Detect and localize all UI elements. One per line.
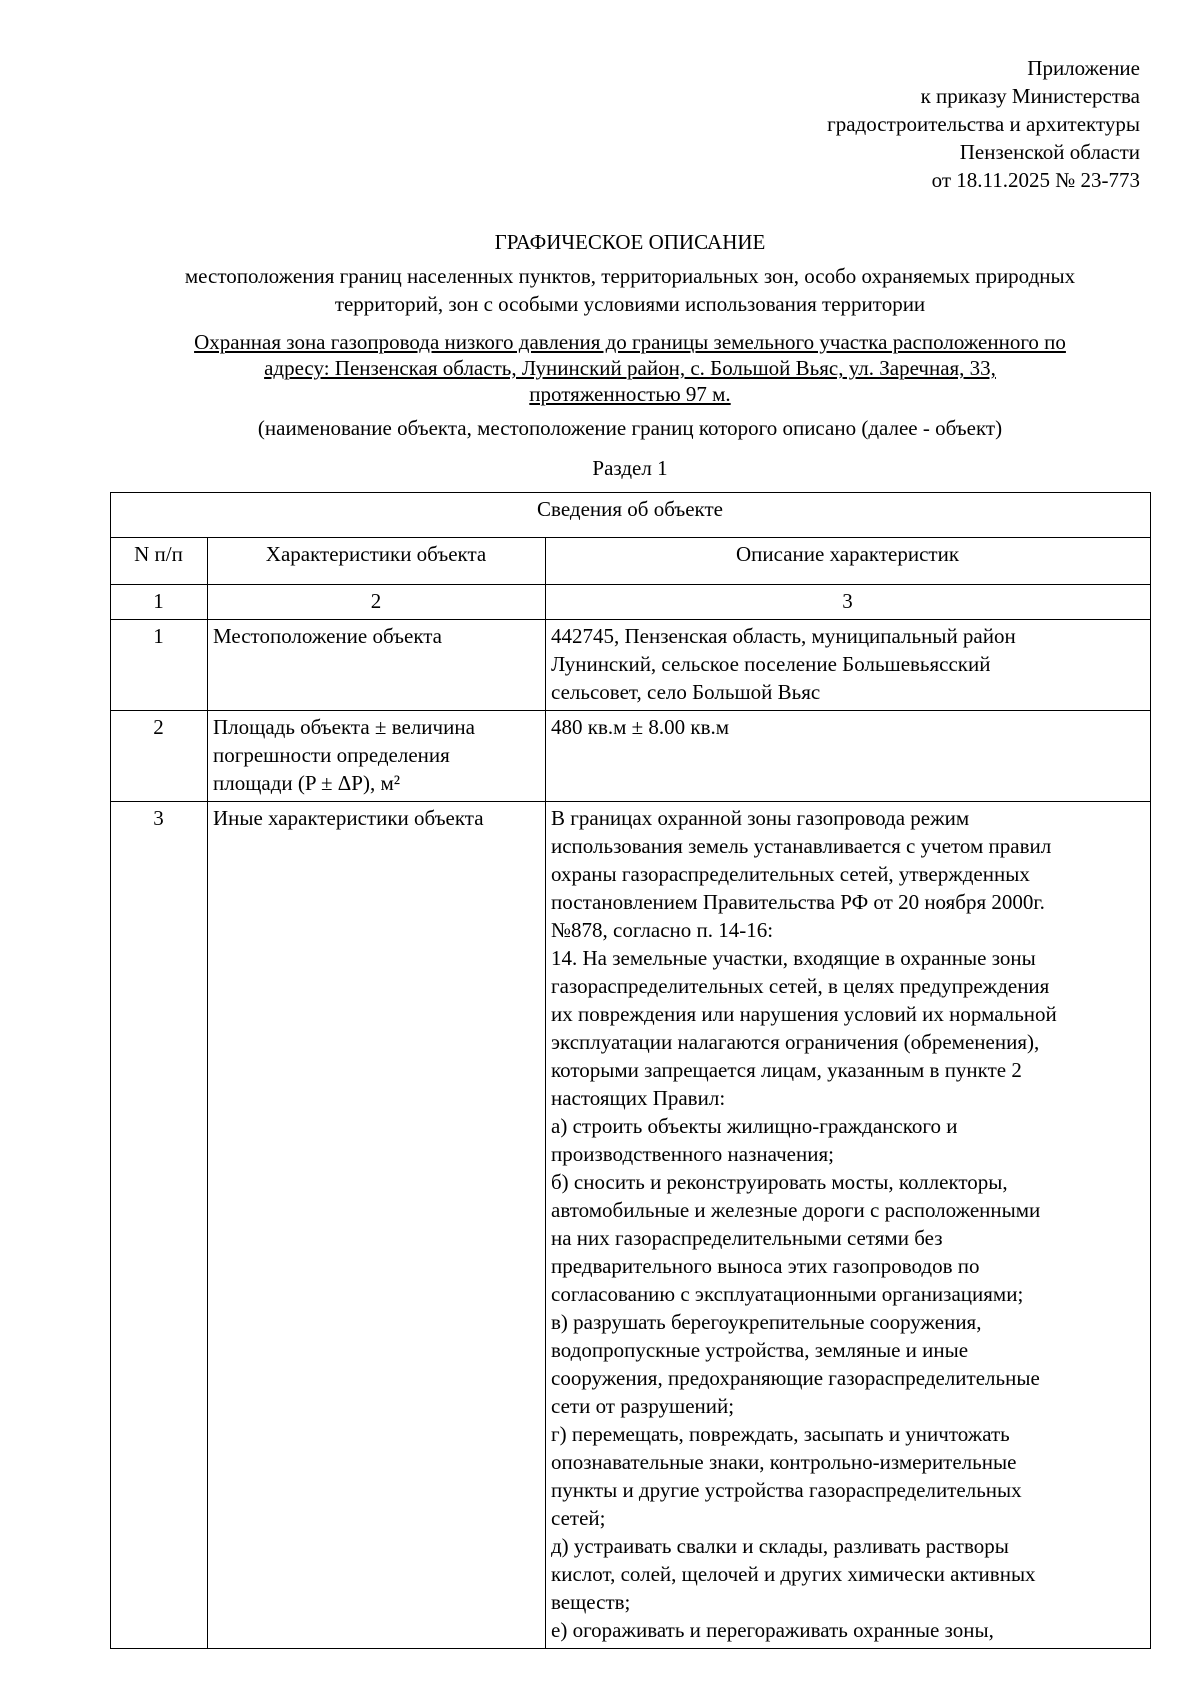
object-name-line: протяженностью 97 м. bbox=[529, 382, 731, 406]
annex-line: Пензенской области bbox=[959, 140, 1140, 164]
column-number: 3 bbox=[546, 585, 1151, 620]
object-name-line: адресу: Пензенская область, Лунинский район, с. Большой Вьяс, ул. Заречная, 33, bbox=[264, 356, 996, 380]
description-line: настоящих Правил: bbox=[551, 1086, 726, 1110]
description-line: сооружения, предохраняющие газораспределительные bbox=[551, 1366, 1040, 1390]
column-header-description: Описание характеристик bbox=[546, 538, 1151, 585]
table-row bbox=[111, 620, 1151, 711]
document-title: ГРАФИЧЕСКОЕ ОПИСАНИЕ bbox=[494, 230, 766, 254]
characteristic-line: площади (P ± ΔP), м² bbox=[213, 771, 401, 795]
table-row bbox=[111, 711, 1151, 802]
row-number: 1 bbox=[111, 620, 208, 711]
description-line: охраны газораспределительных сетей, утвержденных bbox=[551, 862, 1030, 886]
row-description bbox=[546, 711, 1151, 802]
description-line: опознавательные знаки, контрольно-измерительные bbox=[551, 1450, 1017, 1474]
description-line: г) перемещать, повреждать, засыпать и уничтожать bbox=[551, 1422, 1010, 1446]
description-line: в) разрушать берегоукрепительные сооружения, bbox=[551, 1310, 982, 1334]
row-number: 3 bbox=[111, 802, 208, 1649]
row-description bbox=[546, 802, 1151, 1649]
table-row bbox=[111, 802, 1151, 1649]
table-caption: Сведения об объекте bbox=[111, 493, 1151, 538]
description-line: пункты и другие устройства газораспределительных bbox=[551, 1478, 1022, 1502]
description-line: согласованию с эксплуатационными организациями; bbox=[551, 1282, 1024, 1306]
section-title: Раздел 1 bbox=[592, 456, 668, 480]
description-line: сети от разрушений; bbox=[551, 1394, 735, 1418]
characteristic-line: Площадь объекта ± величина bbox=[213, 715, 475, 739]
annex-order-number: от 18.11.2025 № 23-773 bbox=[931, 168, 1140, 192]
description-line: веществ; bbox=[551, 1590, 631, 1614]
column-number: 1 bbox=[111, 585, 208, 620]
description-line: сельсовет, село Большой Вьяс bbox=[551, 680, 821, 704]
row-description bbox=[546, 620, 1151, 711]
row-characteristic: Местоположение объекта bbox=[208, 620, 546, 711]
description-line: №878, согласно п. 14-16: bbox=[551, 918, 774, 942]
object-info-table bbox=[110, 492, 1151, 1649]
object-name-note: (наименование объекта, местоположение границ которого описано (далее - объект) bbox=[257, 416, 1003, 440]
subtitle-line: территорий, зон с особыми условиями использования территории bbox=[334, 292, 926, 316]
column-header-characteristic: Характеристики объекта bbox=[208, 538, 546, 585]
description-line: предварительного выноса этих газопроводов по bbox=[551, 1254, 980, 1278]
description-line: на них газораспределительными сетями без bbox=[551, 1226, 943, 1250]
description-line: б) сносить и реконструировать мосты, коллекторы, bbox=[551, 1170, 1008, 1194]
description-line: эксплуатации налагаются ограничения (обременения), bbox=[551, 1030, 1040, 1054]
subtitle-line: местоположения границ населенных пунктов, территориальных зон, особо охраняемых природных bbox=[184, 264, 1076, 288]
annex-line: Приложение bbox=[1027, 56, 1140, 80]
description-line: е) огораживать и перегораживать охранные зоны, bbox=[551, 1618, 994, 1642]
description-line: Лунинский, сельское поселение Большевьясский bbox=[551, 652, 991, 676]
description-line: В границах охранной зоны газопровода режим bbox=[551, 806, 970, 830]
description-line: 442745, Пензенская область, муниципальный район bbox=[551, 624, 1016, 648]
description-line: 14. На земельные участки, входящие в охранные зоны bbox=[551, 946, 1036, 970]
object-name-line: Охранная зона газопровода низкого давления до границы земельного участка расположенного по bbox=[194, 330, 1066, 354]
row-number: 2 bbox=[111, 711, 208, 802]
description-line: а) строить объекты жилищно-гражданского и bbox=[551, 1114, 958, 1138]
annex-block bbox=[620, 54, 1140, 194]
object-name bbox=[110, 329, 1150, 407]
description-line: постановлением Правительства РФ от 20 ноября 2000г. bbox=[551, 890, 1045, 914]
description-line: использования земель устанавливается с учетом правил bbox=[551, 834, 1052, 858]
column-header-number: N п/п bbox=[111, 538, 208, 585]
column-number: 2 bbox=[208, 585, 546, 620]
description-line: д) устраивать свалки и склады, разливать растворы bbox=[551, 1534, 1009, 1558]
characteristic-line: погрешности определения bbox=[213, 743, 450, 767]
description-line: автомобильные и железные дороги с расположенными bbox=[551, 1198, 1041, 1222]
description-line: 480 кв.м ± 8.00 кв.м bbox=[551, 715, 730, 739]
description-line: водопропускные устройства, земляные и иные bbox=[551, 1338, 969, 1362]
description-line: которыми запрещается лицам, указанным в пункте 2 bbox=[551, 1058, 1022, 1082]
description-line: газораспределительных сетей, в целях предупреждения bbox=[551, 974, 1050, 998]
description-line: сетей; bbox=[551, 1506, 606, 1530]
row-characteristic bbox=[208, 711, 546, 802]
description-line: производственного назначения; bbox=[551, 1142, 834, 1166]
row-characteristic: Иные характеристики объекта bbox=[208, 802, 546, 1649]
annex-line: к приказу Министерства bbox=[920, 84, 1140, 108]
description-line: их повреждения или нарушения условий их нормальной bbox=[551, 1002, 1057, 1026]
document-subtitle bbox=[110, 262, 1150, 318]
description-line: кислот, солей, щелочей и других химически активных bbox=[551, 1562, 1036, 1586]
annex-line: градостроительства и архитектуры bbox=[827, 112, 1140, 136]
